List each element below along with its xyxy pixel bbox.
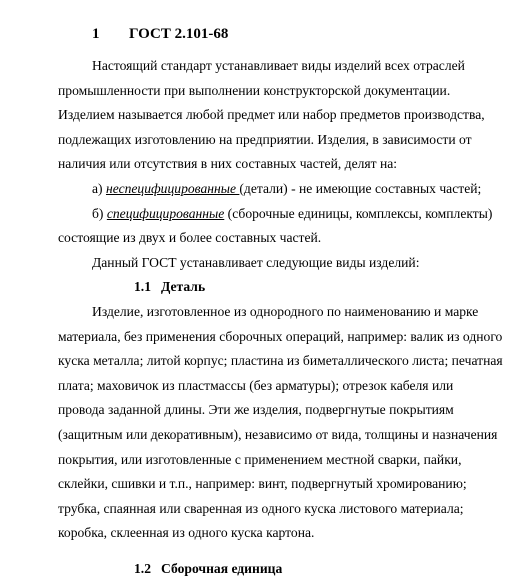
detail-line-3: куска металла; литой корпус; пластина из биметаллического листа; печатная bbox=[58, 353, 503, 369]
subsection-heading-assembly bbox=[58, 557, 528, 581]
list-item-a bbox=[58, 177, 528, 202]
detail-line-5: провода заданной длины. Эти же изделия, подвергнутые покрытиям bbox=[58, 402, 454, 418]
subsection-title-2: Сборочная единица bbox=[161, 560, 283, 576]
detail-line-8: склейки, сшивки и т.п., например: винт, подвергнутый хромированию; bbox=[58, 476, 467, 492]
detail-line-2: материала, без применения сборочных операций, например: валик из одного bbox=[58, 328, 503, 344]
intro-line-5: наличия или отсутствия в них составных частей, делят на: bbox=[58, 156, 398, 172]
section-number: 1 bbox=[92, 26, 100, 42]
detail-line-7: покрытия, или изготовленные с применением местной сварки, пайки, bbox=[58, 451, 462, 467]
list-item-b bbox=[58, 202, 528, 227]
subsection-heading-detail bbox=[58, 275, 528, 300]
list-item-b-prefix: б) bbox=[92, 205, 107, 221]
document-content bbox=[58, 0, 528, 581]
intro-line-2: промышленности при выполнении конструкторской документации. bbox=[58, 82, 451, 98]
subsection-number-2: 1.2 bbox=[134, 560, 151, 576]
list-item-a-text: (детали) - не имеющие составных частей; bbox=[239, 180, 482, 196]
detail-line-10: коробка, склеенная из одного куска картона. bbox=[58, 525, 315, 541]
section-title: ГОСТ 2.101-68 bbox=[129, 26, 229, 42]
list-item-a-term: неспецифицированные bbox=[105, 180, 240, 196]
list-item-b-continuation: состоящие из двух и более составных частей. bbox=[58, 230, 322, 246]
list-item-b-term: специфицированные bbox=[106, 205, 225, 221]
subsection-number: 1.1 bbox=[134, 279, 151, 295]
intro-line-3: Изделием называется любой предмет или набор предметов производства, bbox=[58, 107, 485, 123]
detail-line-4: плата; маховичок из пластмассы (без арматуры); отрезок кабеля или bbox=[58, 377, 454, 393]
list-item-b-text: (сборочные единицы, комплексы, комплекты) bbox=[224, 205, 493, 221]
list-item-a-prefix: а) bbox=[92, 180, 106, 196]
detail-line-1: Изделие, изготовленное из однородного по наименованию и марке bbox=[92, 303, 479, 319]
intro-line-4: подлежащих изготовлению на предприятии. Изделия, в зависимости от bbox=[58, 131, 472, 147]
subsection-title: Деталь bbox=[161, 279, 206, 295]
intro-line-1: Настоящий стандарт устанавливает виды изделий всех отраслей bbox=[92, 58, 465, 73]
detail-line-6: (защитным или декоративным), независимо от вида, толщины и назначения bbox=[58, 426, 498, 442]
detail-line-9: трубка, спаянная или сваренная из одного куска листового материала; bbox=[58, 500, 464, 516]
section-heading bbox=[58, 22, 528, 46]
types-intro: Данный ГОСТ устанавливает следующие виды изделий: bbox=[92, 254, 420, 270]
